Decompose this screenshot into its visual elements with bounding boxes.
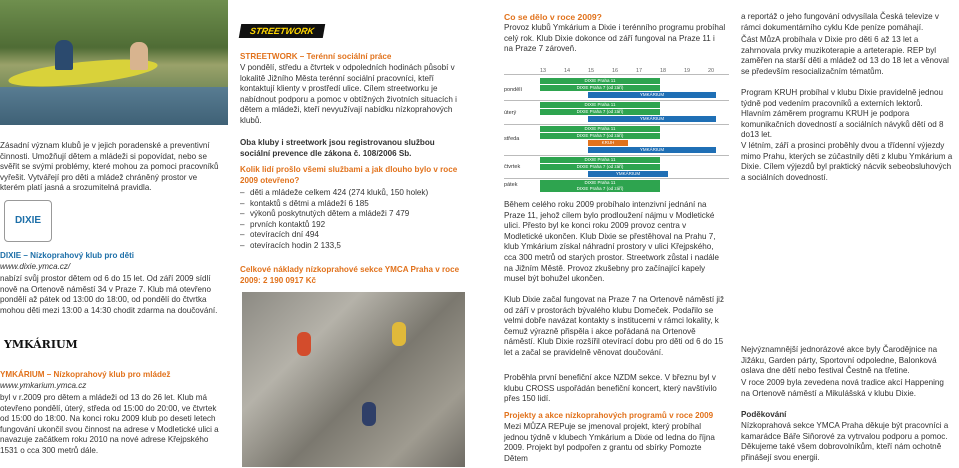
projects-title: Projekty a akce nízkoprahových programů v roce 2009 (504, 411, 714, 420)
chart-gridline (504, 178, 729, 179)
costs-value: 2 190 0917 Kč (262, 275, 317, 285)
dixie-text: nabízí svůj prostor dětem od 6 do 15 let. Od září 2009 sídlí nově na Ortenově náměstí 34 v Praze 7. Klub má otevřeno pondělí až pátek od 13:00 do 18:00, od pondělí do čtvrtka mohou děti mezi 13:00 a 14:30 chodit zdarma na doučování. (0, 274, 218, 315)
hour-tick: 19 (684, 68, 691, 74)
happening-text: V roce 2009 byla zevedena nová tradice akcí Happening na Ortenově náměstí a Mikulášská v klubu Dixie. (741, 378, 944, 398)
costs-label (240, 265, 464, 286)
chart-bar: DIXIE Praha 7 (od září) (540, 164, 660, 170)
list-item: – otevíracích dní 494 (240, 230, 464, 241)
thanks-title: Poděkování (741, 410, 787, 419)
list-item: – prvních kontaktů 192 (240, 220, 464, 231)
ymkarium-title: YMKÁRIUM – Nízkoprahový klub pro mládež (0, 370, 171, 379)
ymkarium-logo: YMKÁRIUM (4, 338, 78, 351)
ymkarium-text: byl v r.2009 pro dětem a mládeži od 13 do 26 let. Klub má otevřeno pondělí, úterý, středa od 15:00 do 20:00, ve čtvrtek od 15:00 do 18:00. Na konci roku 2009 klub po deseti letech fungování ukončil svou činnost na adrese v Modletické ulici a navazuje začátkem roku 2010 na nové adrese Křejpského 1531 o cca 300 metrů dále. (0, 393, 219, 455)
climber-shape (297, 332, 311, 356)
kruh-text: Program KRUH probíhal v klubu Dixie pravidelně jednou týdně pod vedením pracovníků a externích lektorů. Hlavním záměrem programu KRUH je podpora komunikačních dovedností a sociálních návyků dětí od 8 do13 let. (741, 88, 944, 140)
dixie-url[interactable]: www.dixie.ymca.cz/ (0, 262, 71, 271)
streetwork-text: V pondělí, středu a čtvrtek v odpoledních hodinách působí v lokalitě Jižního Města terénní sociální pracovníci, kteří kontaktují klienty v prostředí ulice. Cílem streetworku je nabídnout podporu a pomoc v obtížných životních situacích i dětem a mládeži, kteří nevyužívají nabídku nízkoprahových klubů. (240, 63, 457, 125)
climber-shape (392, 322, 406, 346)
day-label: čtvrtek (504, 164, 521, 170)
chart-bar: DIXIE Praha 11 (540, 157, 660, 163)
list-item: – otevíracích hodin 2 133,5 (240, 241, 464, 252)
report-text: a reportáž o jeho fungování odvysílala Česká televize v rámci dokumentárního cyklu Kde peníze pomáhají. (741, 12, 939, 32)
chart-bar: DIXIE Praha 7 (od září) (540, 133, 660, 139)
column-4 (741, 0, 956, 468)
water-shape (0, 87, 228, 125)
hour-tick: 13 (540, 68, 547, 74)
ymkarium-url[interactable]: www.ymkarium.ymca.cz (0, 381, 87, 390)
chart-bar: DIXIE Praha 7 (od září) (540, 186, 660, 192)
hour-tick: 15 (588, 68, 595, 74)
streetwork-logo: STREETWORK (239, 24, 325, 38)
kayak-photo (0, 0, 228, 125)
day-label: úterý (504, 110, 517, 116)
chart-gridline (504, 155, 729, 156)
hour-tick: 16 (612, 68, 619, 74)
costs-label-text: Celkové náklady nízkoprahové sekce YMCA Praha v roce 2009: (240, 265, 460, 285)
stats-list (240, 188, 464, 252)
schedule-chart (504, 66, 729, 192)
person-shape (130, 42, 148, 70)
intro-text: Zásadní význam klubů je v jejich poradenské a preventivní činnosti. Umožňují dětem a mládeži si popovídat, nebo se svěřit se svými problémy, které mohou za pomoci pracovníků vyřešit. Vytvářejí pro děti a mládež chráněný prostor ve kterém platí jasná a srozumitelná pravidla. (0, 141, 219, 193)
hour-tick: 14 (564, 68, 571, 74)
events-text: Nejvýznamnější jednorázové akce byly Čarodějnice na Jižáku, Garden párty, Sportovní odpoledne, Balonková oslava dne dětí nebo festival Čestně na třetine. (741, 345, 938, 376)
list-item: – kontaktů s dětmi a mládeží 6 185 (240, 199, 464, 210)
person-shape (55, 40, 73, 70)
relocation-text: Během celého roku 2009 probíhalo intenzivní jednání na Praze 11, jehož cílem bylo prodloužení nájmu v Modletické ulici. Přesto byl ke konci roku 2009 provoz centra v Modletické ukončen. Klub Dixie se přestěhoval na Prahu 7, klub Ymkárium získal náhradní prostory v ulici Křejpského, cca 300 metrů od starých prostor. Streetwork zůstal i nadále na Jižním Městě. Provoz zkušebny pro začínající kapely musel být bohužel ukončen. (504, 200, 720, 284)
column-1 (0, 0, 228, 468)
thanks-text: Nízkoprahová sekce YMCA Praha děkuje být pracovníci a kamarádce Báře Siňorové za vytrvalou podporu a pomoc. Děkujeme také všem dobrovolníkům, kteří nám ochotně přinášejí svou energii. (741, 421, 949, 462)
chart-bar: DIXIE Praha 11 (540, 78, 660, 84)
chart-bar: DIXIE Praha 11 (540, 180, 660, 186)
dixie-logo: DIXIE (4, 200, 52, 242)
chart-bar: DIXIE Praha 11 (540, 102, 660, 108)
streetwork-title: STREETWORK – Terénní sociální práce (240, 52, 392, 61)
list-item: – děti a mládeže celkem 424 (274 kluků, 150 holek) (240, 188, 464, 199)
dixie-prague7-text: Klub Dixie začal fungovat na Praze 7 na Ortenově náměstí již od září v prostorách bývalého klubu Domeček. Podařilo se velmi dobře navázat kontakty s institucemi v rámci lokality, k čemuž výrazně přispěla i akce pořádaná na Ortenově náměstí. Klub Dixie rozšířil otevírací dobu pro děti od 6 do 15 let a začal se pravidelně věnovat doučování. (504, 295, 724, 357)
benefit-text: Proběhla první benefiční akce NZDM sekce. V březnu byl v klubu CROSS uspořádán benefiční koncert, který navštívilo přes 150 lidí. (504, 373, 717, 404)
climber-shape (362, 402, 376, 426)
chart-bar: DIXIE Praha 7 (od září) (540, 85, 660, 91)
projects-text: Mezi MŮZA REPuje se jmenoval projekt, který probíhal jednou týdně v klubech Ymkárium a Dixie od ledna do října 2009. Projekt byl podpořen z grantu od sbírky Pomozte Dětem (504, 422, 715, 463)
chart-gridline (504, 124, 729, 125)
chart-bar: DIXIE Praha 7 (od září) (540, 109, 660, 115)
stats-question: Kolik lidí prošlo všemi službami a jak dlouho bylo v roce 2009 otevřeno? (240, 165, 458, 185)
climbing-photo (242, 292, 465, 467)
hour-tick: 17 (636, 68, 643, 74)
trips-text: V létním, září a prosinci proběhly dvou a třídenní výjezdy mimo Prahu, kterých se zúčastnily děti z klubu Ymkárium a Dixie. Cílem výjezdů byl praktický nácvik sebeobsluhových a sociálních dovedností. (741, 141, 953, 182)
day-label: pátek (504, 182, 518, 188)
chart-bar: DIXIE Praha 11 (540, 126, 660, 132)
dixie-title: DIXIE – Nízkoprahový klub pro děti (0, 251, 135, 260)
list-item: – výkonů poskytnutých dětem a mládeži 7 479 (240, 209, 464, 220)
chart-bar: YMKÁRIUM (588, 116, 716, 122)
hour-tick: 20 (708, 68, 715, 74)
muza-text: Část MůzA probíhala v Dixie pro děti 6 až 13 let a zahrnovala prvky muzikoterapie a arteterapie. REP byl zaměřen na starší děti a mládež od 13 do 18 let a věnoval se především resocializačním tématům. (741, 35, 949, 76)
chart-gridline (504, 100, 729, 101)
chart-bar: YMKÁRIUM (588, 147, 716, 153)
registered-text: Oba kluby i streetwork jsou registrovanou službou sociální prevence dle zákona č. 108/2006 Sb. (240, 138, 435, 158)
section-heading: Co se dělo v roce 2009? (504, 12, 602, 22)
year-intro-text: Provoz klubů Ymkárium a Dixie i terénního programu probíhal celý rok. Klub Dixie dokonce od září fungoval na Praze 11 i na Praze 7 zároveň. (504, 23, 726, 54)
chart-bar: KRUH (588, 140, 628, 146)
chart-bar: YMKÁRIUM (588, 171, 668, 177)
chart-bar: YMKÁRIUM (588, 92, 716, 98)
day-label: pondělí (504, 87, 523, 93)
hour-tick: 18 (660, 68, 667, 74)
chart-gridline (504, 74, 729, 75)
day-label: středa (504, 136, 520, 142)
